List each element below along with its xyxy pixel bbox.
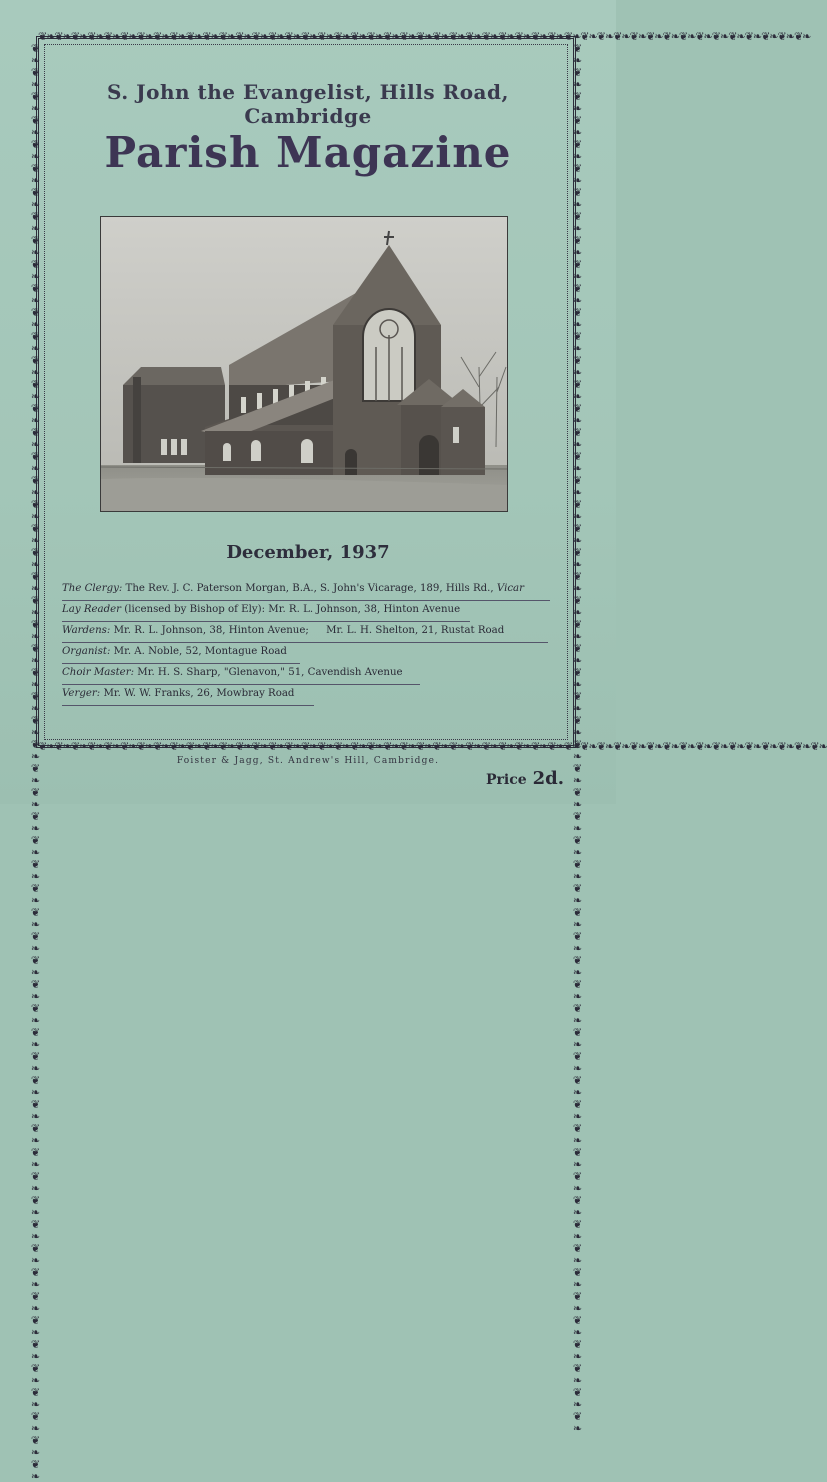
printer-imprint: Foister & Jagg, St. Andrew's Hill, Cambridge. bbox=[176, 756, 440, 766]
staff-role: Choir Master: bbox=[62, 667, 135, 678]
staff-detail-2: Mr. L. H. Shelton, 21, Rustat Road bbox=[326, 625, 505, 636]
staff-row-lay-reader bbox=[62, 601, 470, 622]
magazine-title: Parish Magazine bbox=[104, 128, 512, 177]
staff-detail: Mr. R. L. Johnson, 38, Hinton Avenue; bbox=[113, 625, 309, 636]
parish-name: S. John the Evangelist, Hills Road, Cambridge bbox=[107, 80, 509, 128]
staff-detail: Mr. H. S. Sharp, "Glenavon," 51, Cavendish Avenue bbox=[137, 667, 403, 678]
staff-role: Verger: bbox=[62, 688, 101, 699]
staff-row-verger bbox=[62, 685, 314, 706]
church-photo bbox=[100, 216, 508, 512]
staff-detail: Mr. W. W. Franks, 26, Mowbray Road bbox=[103, 688, 295, 699]
staff-role: Organist: bbox=[62, 646, 111, 657]
border-ornament-left: ❦❧❦❧❦❧❦❧❦❧❦❧❦❧❦❧❦❧❦❧❦❧❦❧❦❧❦❧❦❧❦❧❦❧❦❧❦❧❦❧❦❧❦❧❦❧❦❧❦❧❦❧❦❧❦❧❦❧❦❧❦❧❦❧❦❧❦❧❦❧❦❧❦❧❦❧❦❧❦❧❦❧❦❧❦❧❦❧❦❧❦❧❦❧❦❧❦❧❦❧❦❧❦❧❦❧❦❧❦❧❦❧❦❧❦❧❦❧❦❧ bbox=[29, 42, 42, 1482]
staff-row-wardens bbox=[62, 622, 548, 643]
staff-detail: Mr. A. Noble, 52, Montague Road bbox=[113, 646, 287, 657]
border-ornament-bottom: ❦❧❦❧❦❧❦❧❦❧❦❧❦❧❦❧❦❧❦❧❦❧❦❧❦❧❦❧❦❧❦❧❦❧❦❧❦❧❦❧❦❧❦❧❦❧❦❧❦❧❦❧❦❧❦❧❦❧❦❧❦❧❦❧❦❧❦❧❦❧❦❧❦❧❦❧❦❧❦❧❦❧❦❧❦❧❦❧❦❧❦❧❦❧❦❧ bbox=[38, 740, 827, 753]
church-photo-illustration bbox=[101, 217, 507, 511]
staff-detail: (licensed by Bishop of Ely): Mr. R. L. Johnson, 38, Hinton Avenue bbox=[124, 604, 461, 615]
issue-date: December, 1937 bbox=[226, 542, 390, 563]
staff-row-organist bbox=[62, 643, 300, 664]
staff-role: Wardens: bbox=[62, 625, 111, 636]
border-ornament-top: ❦❧❦❧❦❧❦❧❦❧❦❧❦❧❦❧❦❧❦❧❦❧❦❧❦❧❦❧❦❧❦❧❦❧❦❧❦❧❦❧❦❧❦❧❦❧❦❧❦❧❦❧❦❧❦❧❦❧❦❧❦❧❦❧❦❧❦❧❦❧❦❧❦❧❦❧❦❧❦❧❦❧❦❧❦❧❦❧❦❧❦❧❦❧ bbox=[38, 30, 811, 43]
border-ornament-right: ❦❧❦❧❦❧❦❧❦❧❦❧❦❧❦❧❦❧❦❧❦❧❦❧❦❧❦❧❦❧❦❧❦❧❦❧❦❧❦❧❦❧❦❧❦❧❦❧❦❧❦❧❦❧❦❧❦❧❦❧❦❧❦❧❦❧❦❧❦❧❦❧❦❧❦❧❦❧❦❧❦❧❦❧❦❧❦❧❦❧❦❧❦❧❦❧❦❧❦❧❦❧❦❧❦❧❦❧❦❧❦❧❦❧❦❧ bbox=[571, 42, 584, 1434]
staff-detail: The Rev. J. C. Paterson Morgan, B.A., S. John's Vicarage, 189, Hills Rd., bbox=[125, 583, 494, 594]
parish-staff-list bbox=[62, 580, 554, 706]
price bbox=[486, 768, 564, 789]
staff-suffix: Vicar bbox=[496, 583, 524, 594]
staff-row-clergy bbox=[62, 580, 550, 601]
staff-row-choir-master bbox=[62, 664, 420, 685]
staff-role: Lay Reader bbox=[62, 604, 122, 615]
staff-role: The Clergy: bbox=[62, 583, 123, 594]
price-label: Price bbox=[486, 772, 527, 788]
price-value: 2d. bbox=[532, 768, 565, 789]
